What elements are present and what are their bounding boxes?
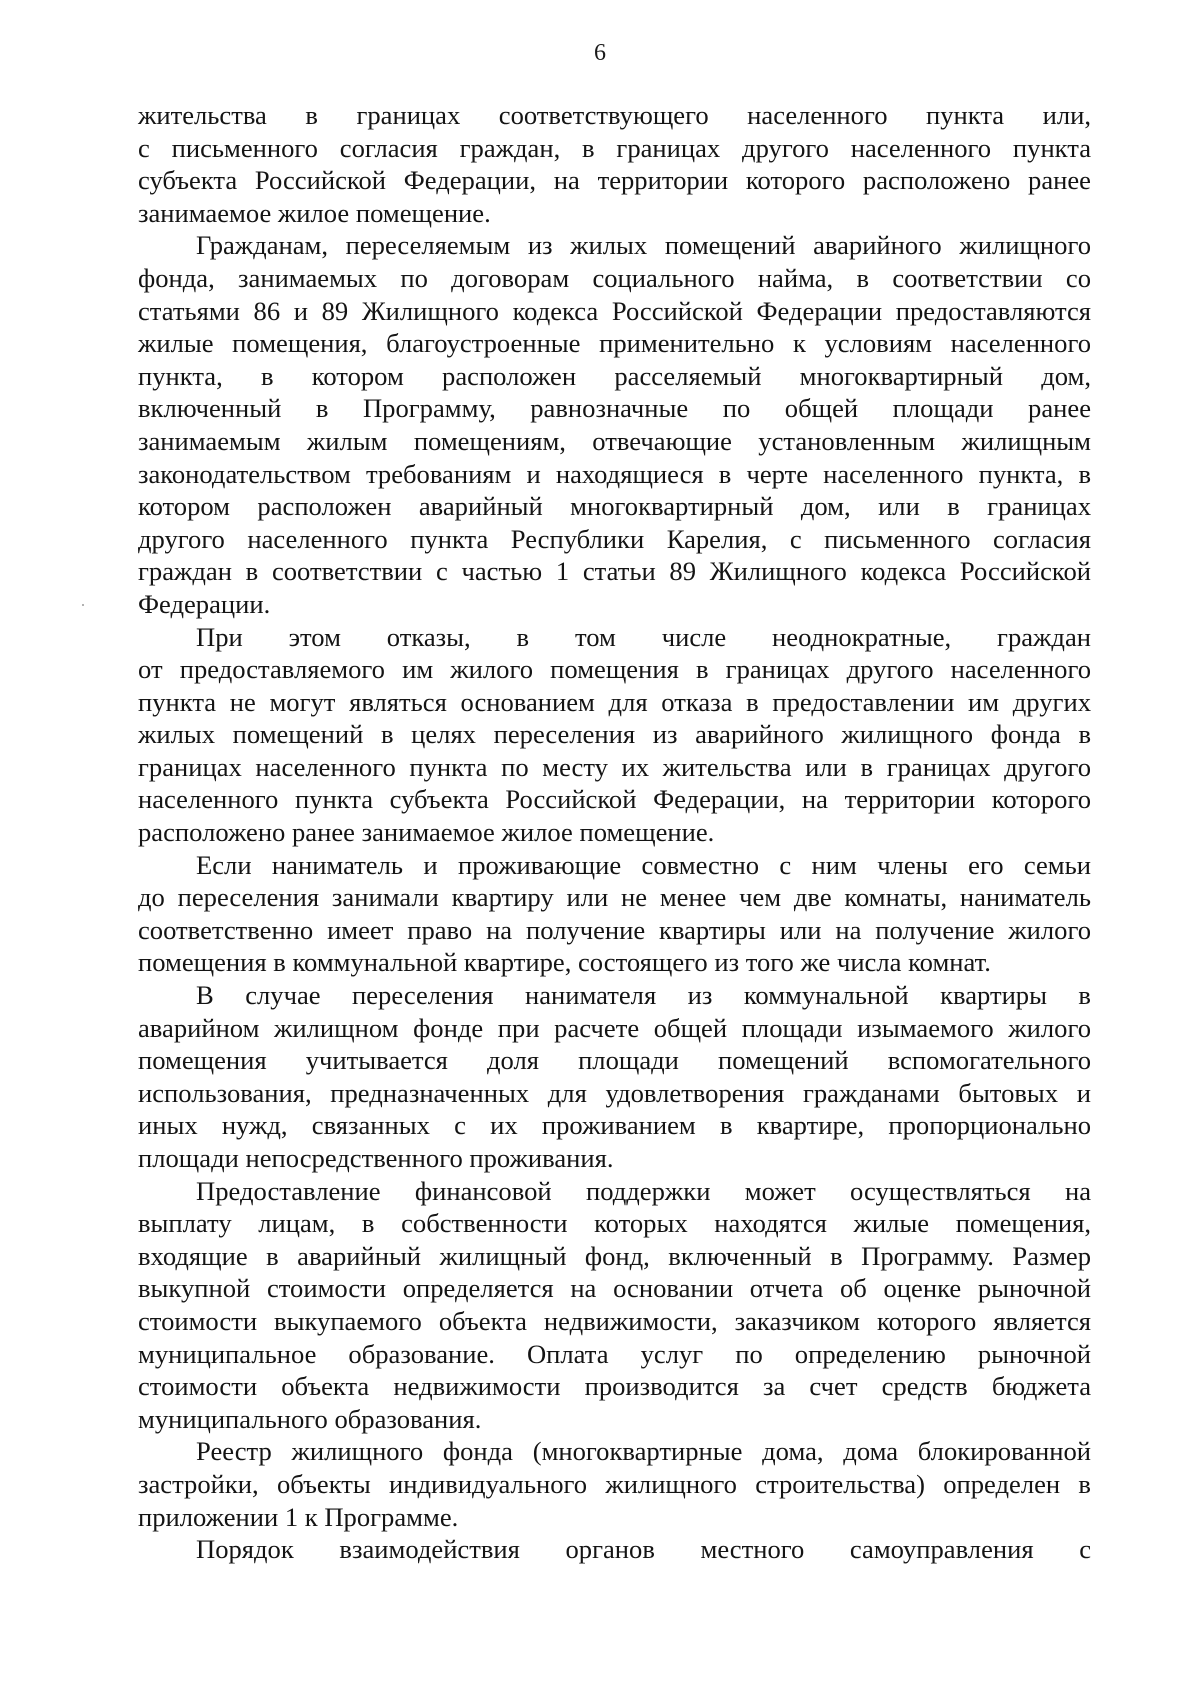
paragraph-first-line: При этом отказы, в том числе неоднократные, граждан [196,621,1091,652]
text-line: иных нужд, связанных с их проживанием в квартире, пропорционально [138,1110,1091,1141]
text-line: аварийном жилищном фонде при расчете общей площади изымаемого жилого [138,1012,1091,1043]
text-line: котором расположен аварийный многоквартирный дом, или в границах [138,491,1091,522]
text-line: законодательством требованиям и находящиеся в черте населенного пункта, в [138,458,1091,489]
text-line: площади непосредственного проживания. [138,1143,614,1173]
text-line: с письменного согласия граждан, в границах другого населенного пункта [138,132,1091,163]
text-line: статьями 86 и 89 Жилищного кодекса Российской Федерации предоставляются [138,295,1091,326]
text-line: жилые помещения, благоустроенные применительно к условиям населенного [138,328,1091,359]
text-line: пункта не могут являться основанием для отказа в предоставлении им других [138,686,1091,717]
text-line: входящие в аварийный жилищный фонд, включенный в Программу. Размер [138,1240,1091,1271]
text-line: помещения учитывается доля площади помещений вспомогательного [138,1045,1091,1076]
text-line: пункта, в котором расположен расселяемый многоквартирный дом, [138,360,1091,391]
text-line: границах населенного пункта по месту их жительства или в границах другого [138,751,1091,782]
text-line: выплату лицам, в собственности которых находятся жилые помещения, [138,1208,1091,1239]
text-line: стоимости выкупаемого объекта недвижимости, заказчиком которого является [138,1305,1091,1336]
text-line: застройки, объекты индивидуального жилищного строительства) определен в [138,1468,1091,1499]
text-line: помещения в коммунальной квартире, состоящего из того же числа комнат. [138,947,991,978]
text-line: жительства в границах соответствующего населенного пункта или, [138,100,1091,130]
text-line: граждан в соответствии с частью 1 статьи 89 Жилищного кодекса Российской [138,556,1091,587]
text-line: соответственно имеет право на получение квартиры или на получение жилого [138,914,1091,945]
text-line: Федерации. [138,588,271,619]
text-line: использования, предназначенных для удовлетворения гражданами бытовых и [138,1077,1091,1108]
paragraph-first-line: Если наниматель и проживающие совместно с ним члены его семьи [196,849,1091,880]
text-line: муниципальное образование. Оплата услуг по определению рыночной [138,1338,1091,1369]
text-line: жилых помещений в целях переселения из аварийного жилищного фонда в [138,719,1091,750]
text-line: занимаемое жилое помещение. [138,197,491,228]
text-line: муниципального образования. [138,1403,482,1434]
text-line: включенный в Программу, равнозначные по общей площади ранее [138,393,1091,424]
page-number: 6 [594,40,606,66]
text-line: расположено ранее занимаемое жилое помещение. [138,817,715,848]
text-line: населенного пункта субъекта Российской Федерации, на территории которого [138,784,1091,815]
paragraph-first-line: В случае переселения нанимателя из коммунальной квартиры в [196,980,1091,1011]
text-line: другого населенного пункта Республики Карелия, с письменного согласия [138,523,1091,554]
text-line: занимаемым жилым помещениям, отвечающие установленным жилищным [138,425,1091,456]
text-line: приложении 1 к Программе. [138,1501,459,1532]
text-line: фонда, занимаемых по договорам социального найма, в соответствии со [138,262,1091,293]
text-line: стоимости объекта недвижимости производится за счет средств бюджета [138,1371,1091,1402]
text-line: от предоставляемого им жилого помещения в границах другого населенного [138,654,1091,685]
scan-artifact [82,604,84,606]
text-line: до переселения занимали квартиру или не менее чем две комнаты, наниматель [138,882,1091,913]
paragraph-first-line: Порядок взаимодействия органов местного самоуправления с [196,1534,1091,1565]
text-line: выкупной стоимости определяется на основании отчета об оценке рыночной [138,1273,1091,1304]
paragraph-first-line: Реестр жилищного фонда (многоквартирные дома, дома блокированной [196,1436,1091,1467]
document-body [138,99,1091,1566]
paragraph-first-line: Предоставление финансовой поддержки может осуществляться на [196,1175,1091,1206]
paragraph-first-line: Гражданам, переселяемым из жилых помещений аварийного жилищного [196,230,1091,261]
text-line: субъекта Российской Федерации, на территории которого расположено ранее [138,165,1091,196]
